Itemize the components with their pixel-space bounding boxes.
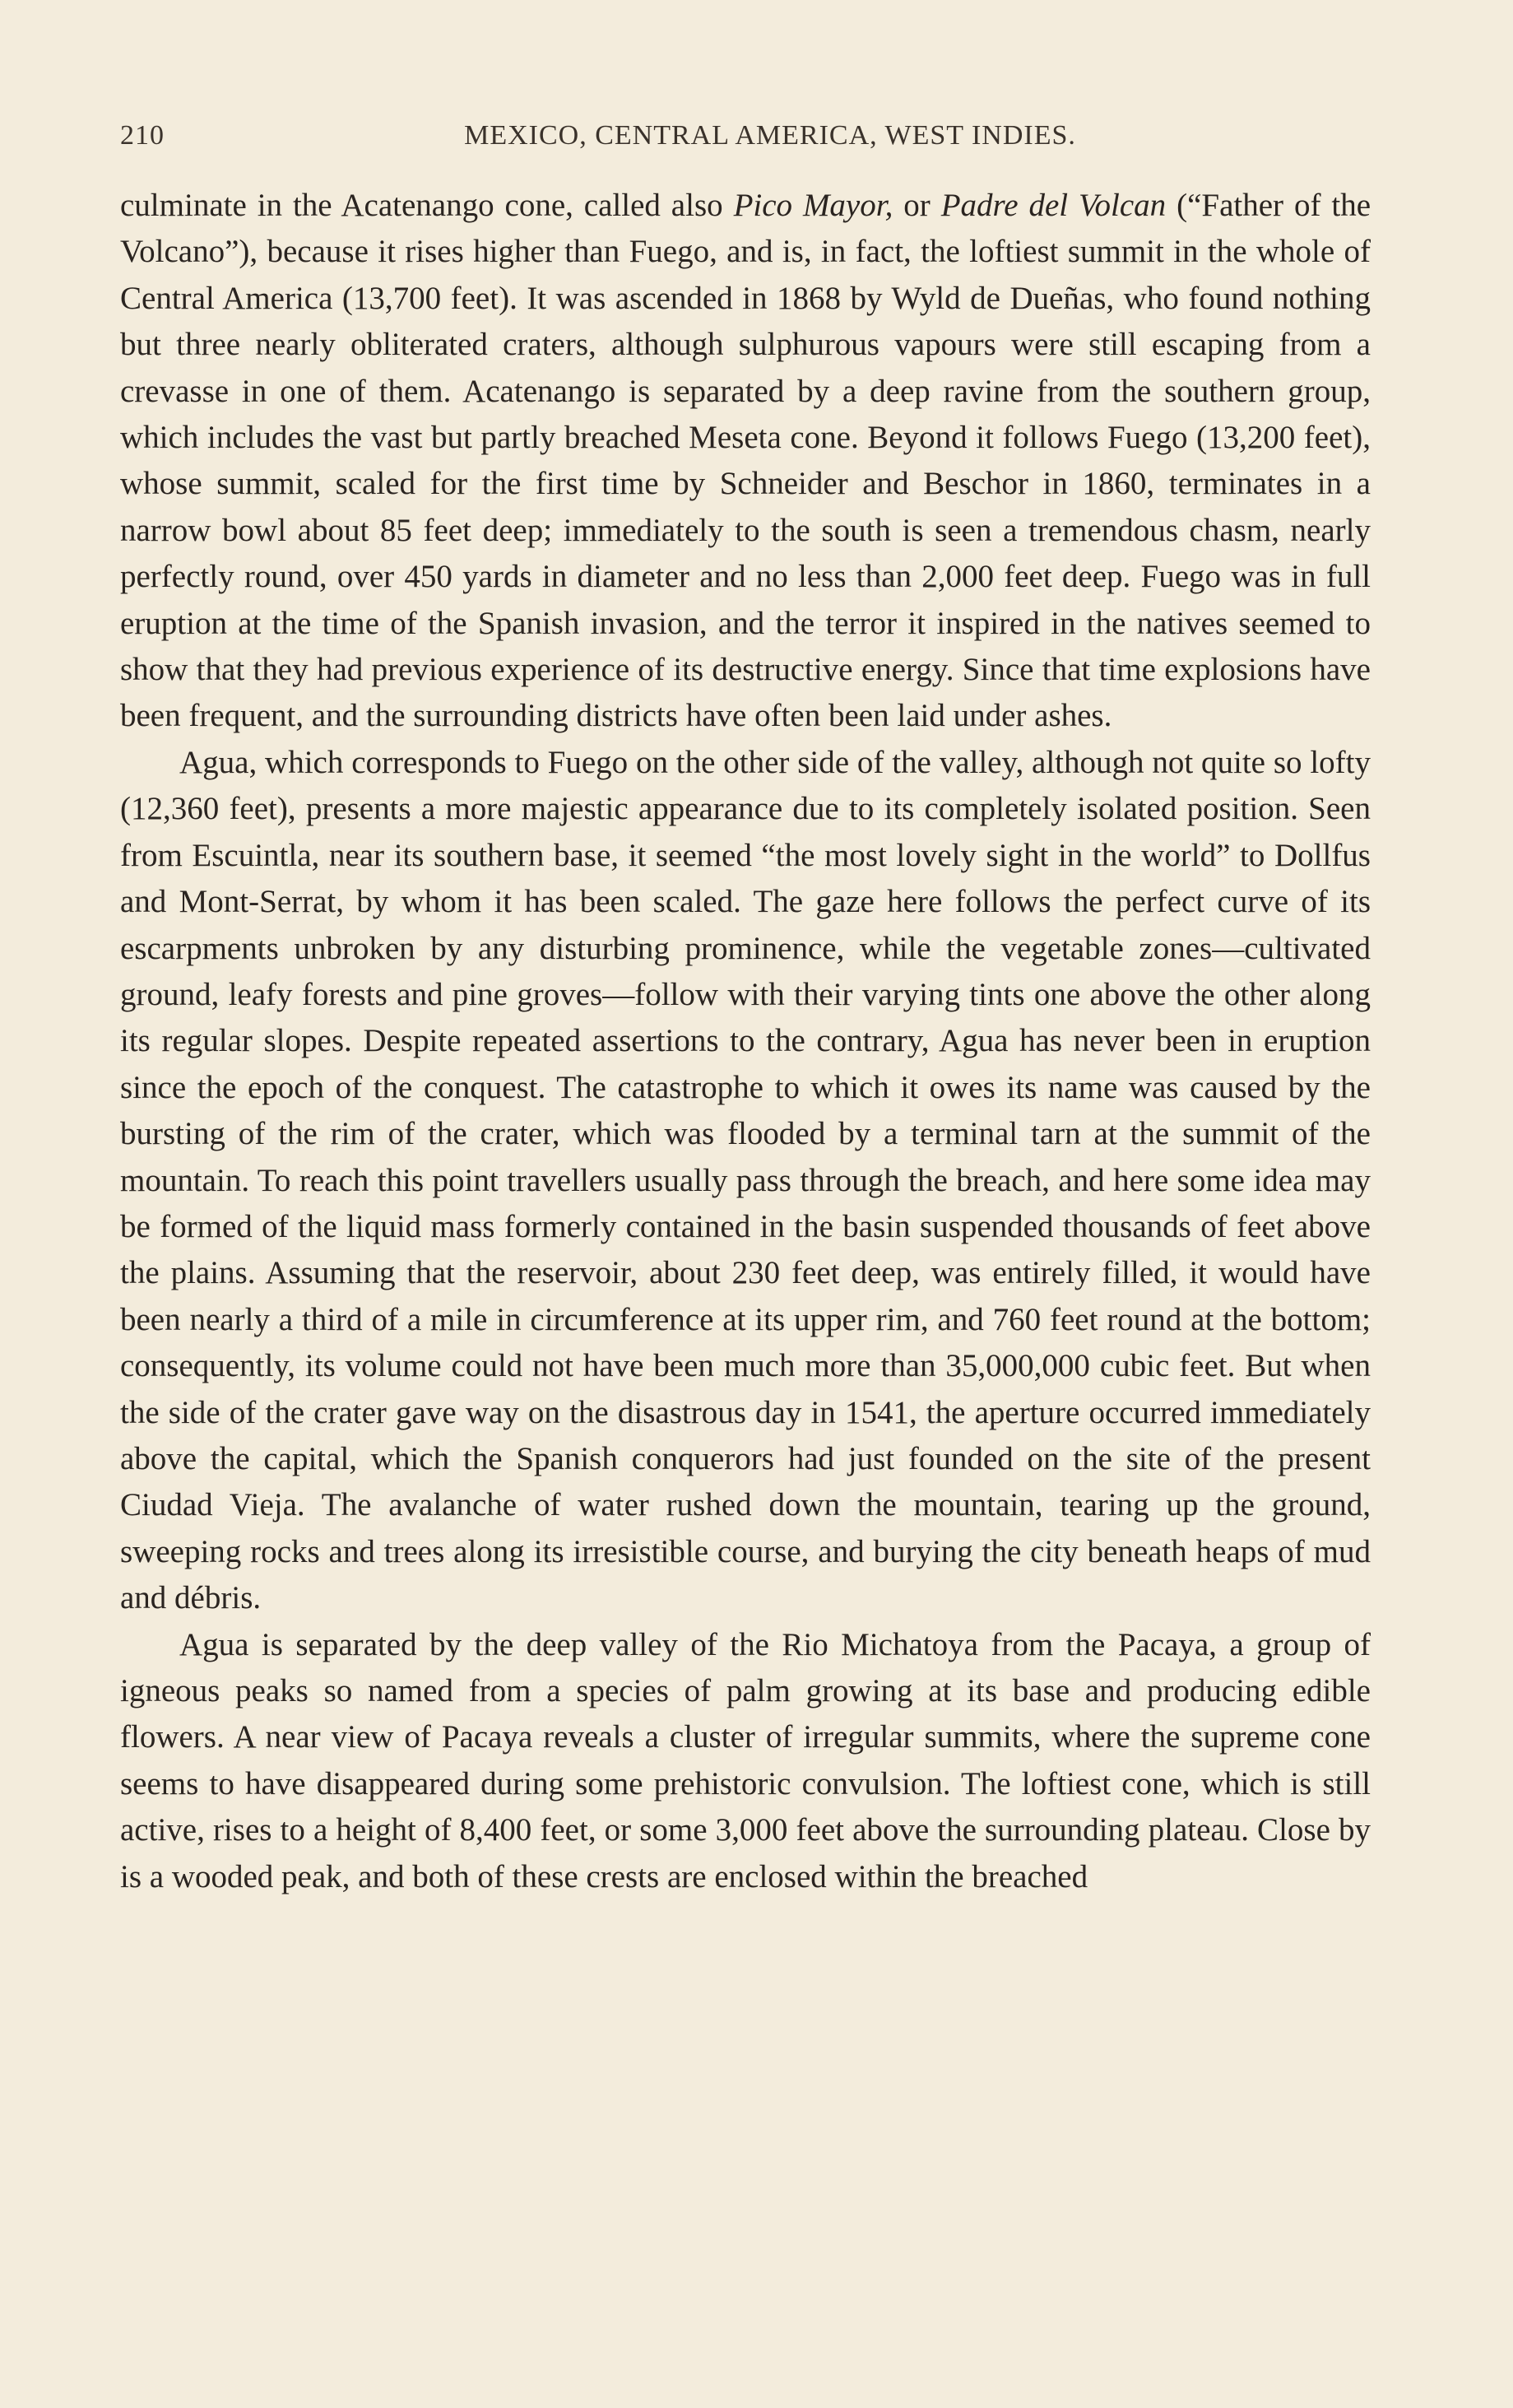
running-head: [120, 120, 1371, 156]
paragraph-3: Agua is separated by the deep valley of the Rio Michatoya from the Pacaya, a group of igneous peaks so named from a species of palm growing at its base and producing edible flowers. A near view of Pacaya reveals a cluster of irregular summits, where the supreme cone seems to have disappeared during some prehistoric convulsion. The loftiest cone, which is still active, rises to a height of 8,400 feet, or some 3,000 feet above the surrounding plateau. Close by is a wooded peak, and both of these crests are enclosed within the breached: [120, 1626, 1371, 1894]
paragraph-1-text-start: culminate in the Acatenango cone, called also: [120, 188, 734, 223]
paragraph-1-text-rest: (“Father of the Volcano”), because it rises higher than Fuego, and is, in fact, the loftiest summit in the whole of Central America (13,700 feet). It was ascended in 1868 by Wyld de Dueñas, who found nothing but three nearly obliterated craters, although sulphurous vapours were still escaping from a crevasse in one of them. Acatenango is separated by a deep ravine from the southern group, which includes the vast but partly breached Meseta cone. Beyond it follows Fuego (13,200 feet), whose summit, scaled for the first time by Schneider and Beschor in 1860, terminates in a narrow bowl about 85 feet deep; immediately to the south is seen a tremendous chasm, nearly perfectly round, over 450 yards in diameter and no less than 2,000 feet deep. Fuego was in full eruption at the time of the Spanish invasion, and the terror it inspired in the natives seemed to show that they had previous experience of its destructive energy. Since that time explosions have been frequent, and the surrounding districts have often been laid under ashes.: [120, 188, 1371, 734]
paragraph-1-text-or: or: [893, 188, 941, 223]
paragraph-2: Agua, which corresponds to Fuego on the other side of the valley, although not quite so lofty (12,360 feet), presents a more majestic appearance due to its completely isolated position. Seen from Escuintla, near its southern base, it seemed “the most lovely sight in the world” to Dollfus and Mont-Serrat, by whom it has been scaled. The gaze here follows the perfect curve of its escarpments unbroken by any disturbing prominence, while the vegetable zones—cultivated ground, leafy forests and pine groves—follow with their varying tints one above the other along its regular slopes. Despite repeated assertions to the contrary, Agua has never been in eruption since the epoch of the conquest. The catastrophe to which it owes its name was caused by the bursting of the rim of the crater, which was flooded by a terminal tarn at the summit of the mountain. To reach this point travellers usually pass through the breach, and here some idea may be formed of the liquid mass formerly contained in the basin suspended thousands of feet above the plains. Assuming that the reservoir, about 230 feet deep, was entirely filled, it would have been nearly a third of a mile in circumference at its upper rim, and 760 feet round at the bottom; consequently, its volume could not have been much more than 35,000,000 cubic feet. But when the side of the crater gave way on the disastrous day in 1541, the aperture occurred immediately above the capital, which the Spanish conquerors had just founded on the site of the present Ciudad Vieja. The avalanche of water rushed down the mountain, tearing up the ground, sweeping rocks and trees along its irresistible course, and burying the city beneath heaps of mud and débris.: [120, 744, 1371, 1616]
italic-padre-del-volcan: Padre del Volcan: [940, 188, 1167, 223]
running-title: MEXICO, CENTRAL AMERICA, WEST INDIES.: [464, 120, 1076, 151]
body-text: [120, 183, 1371, 1900]
italic-pico-mayor: Pico Mayor,: [733, 188, 893, 223]
paragraph-1: [120, 183, 1371, 740]
page-number: 210: [120, 120, 165, 151]
